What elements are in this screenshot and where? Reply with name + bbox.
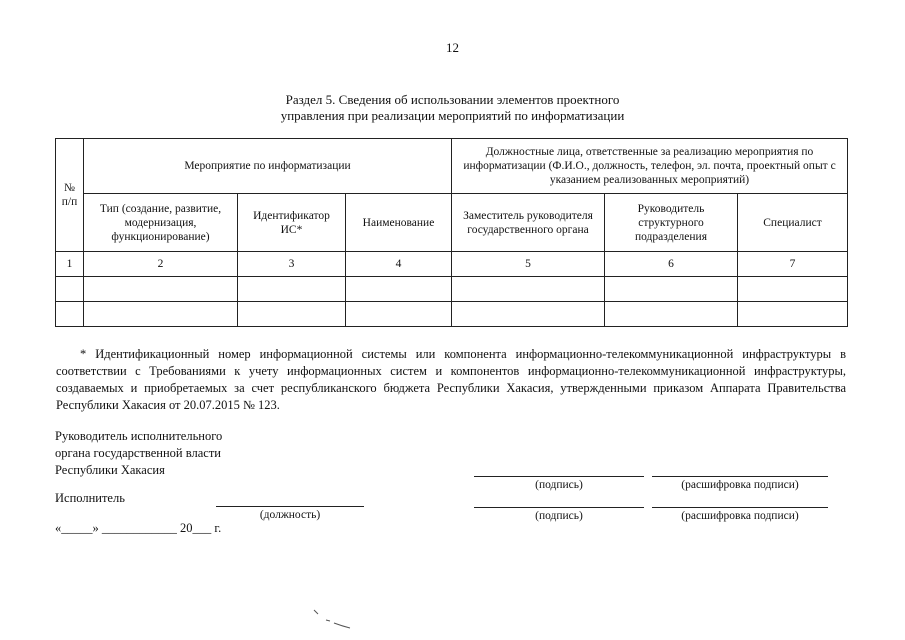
table-cell [238, 302, 346, 327]
table-cell [605, 277, 738, 302]
header-department-head: Руководитель структурного подразделения [605, 194, 738, 252]
scan-mark [312, 606, 352, 630]
header-type: Тип (создание, развитие, модернизация, функционирование) [84, 194, 238, 252]
table-cell [452, 277, 605, 302]
column-number: 5 [452, 252, 605, 277]
section-title [0, 92, 905, 124]
table-cell [84, 277, 238, 302]
executor-label: Исполнитель [55, 491, 125, 505]
table-cell [346, 277, 452, 302]
header-specialist: Специалист [738, 194, 848, 252]
table-cell [346, 302, 452, 327]
head-of-body-label [55, 428, 222, 479]
head-label-line-3: Республики Хакасия [55, 463, 165, 477]
executor-signature-caption: (подпись) [535, 510, 583, 522]
section-title-line-2: управления при реализации мероприятий по информатизации [280, 108, 625, 123]
table-cell [605, 302, 738, 327]
header-event-group: Мероприятие по информатизации [84, 139, 452, 194]
head-signature-caption: (подпись) [535, 479, 583, 491]
column-number: 7 [738, 252, 848, 277]
head-label-line-2: органа государственной власти [55, 446, 221, 460]
executor-decryption-line [652, 507, 828, 508]
column-number: 1 [56, 252, 84, 277]
executor-position-caption: (должность) [259, 509, 321, 521]
column-number: 6 [605, 252, 738, 277]
executor-signature-line [474, 507, 644, 508]
head-decryption-line [652, 476, 828, 477]
table-row [56, 277, 848, 302]
column-number-row [56, 252, 848, 277]
table-cell [738, 302, 848, 327]
column-number: 3 [238, 252, 346, 277]
header-name: Наименование [346, 194, 452, 252]
table-cell [452, 302, 605, 327]
column-number: 2 [84, 252, 238, 277]
section-title-line-1: Раздел 5. Сведения об использовании элементов проектного [285, 92, 620, 107]
table-cell [738, 277, 848, 302]
table-cell [56, 277, 84, 302]
header-deputy-head: Заместитель руководителя государственного органа [452, 194, 605, 252]
executor-position-line [216, 506, 364, 507]
footnote: * Идентификационный номер информационной системы или компонента информационно-телекоммуникационной инфраструктуры в соответствии с Требованиями к учету информационных систем и компонентов информационно-телекоммуникационной инфраструктуры, создаваемых и приобретаемых за счет республиканского бюджета Республики Хакасия, утвержденными приказом Аппарата Правительства Республики Хакасия от 20.07.2015 № 123. [56, 347, 846, 412]
date-line: «_____» ____________ 20___ г. [55, 521, 222, 535]
executor-decryption-caption: (расшифровка подписи) [681, 510, 799, 522]
table-cell [56, 302, 84, 327]
header-responsible-group: Должностные лица, ответственные за реализацию мероприятия по информатизации (Ф.И.О., должность, телефон, эл. почта, проектный опыт с указанием реализованных мероприятий) [452, 139, 848, 194]
head-decryption-caption: (расшифровка подписи) [681, 479, 799, 491]
page-number: 12 [446, 40, 459, 55]
table-row [56, 302, 848, 327]
header-is-identifier: Идентификатор ИС* [238, 194, 346, 252]
header-row-number: № п/п [56, 139, 84, 252]
head-label-line-1: Руководитель исполнительного [55, 429, 223, 443]
head-signature-line [474, 476, 644, 477]
column-number: 4 [346, 252, 452, 277]
table-cell [84, 302, 238, 327]
table-cell [238, 277, 346, 302]
events-table [55, 138, 848, 327]
